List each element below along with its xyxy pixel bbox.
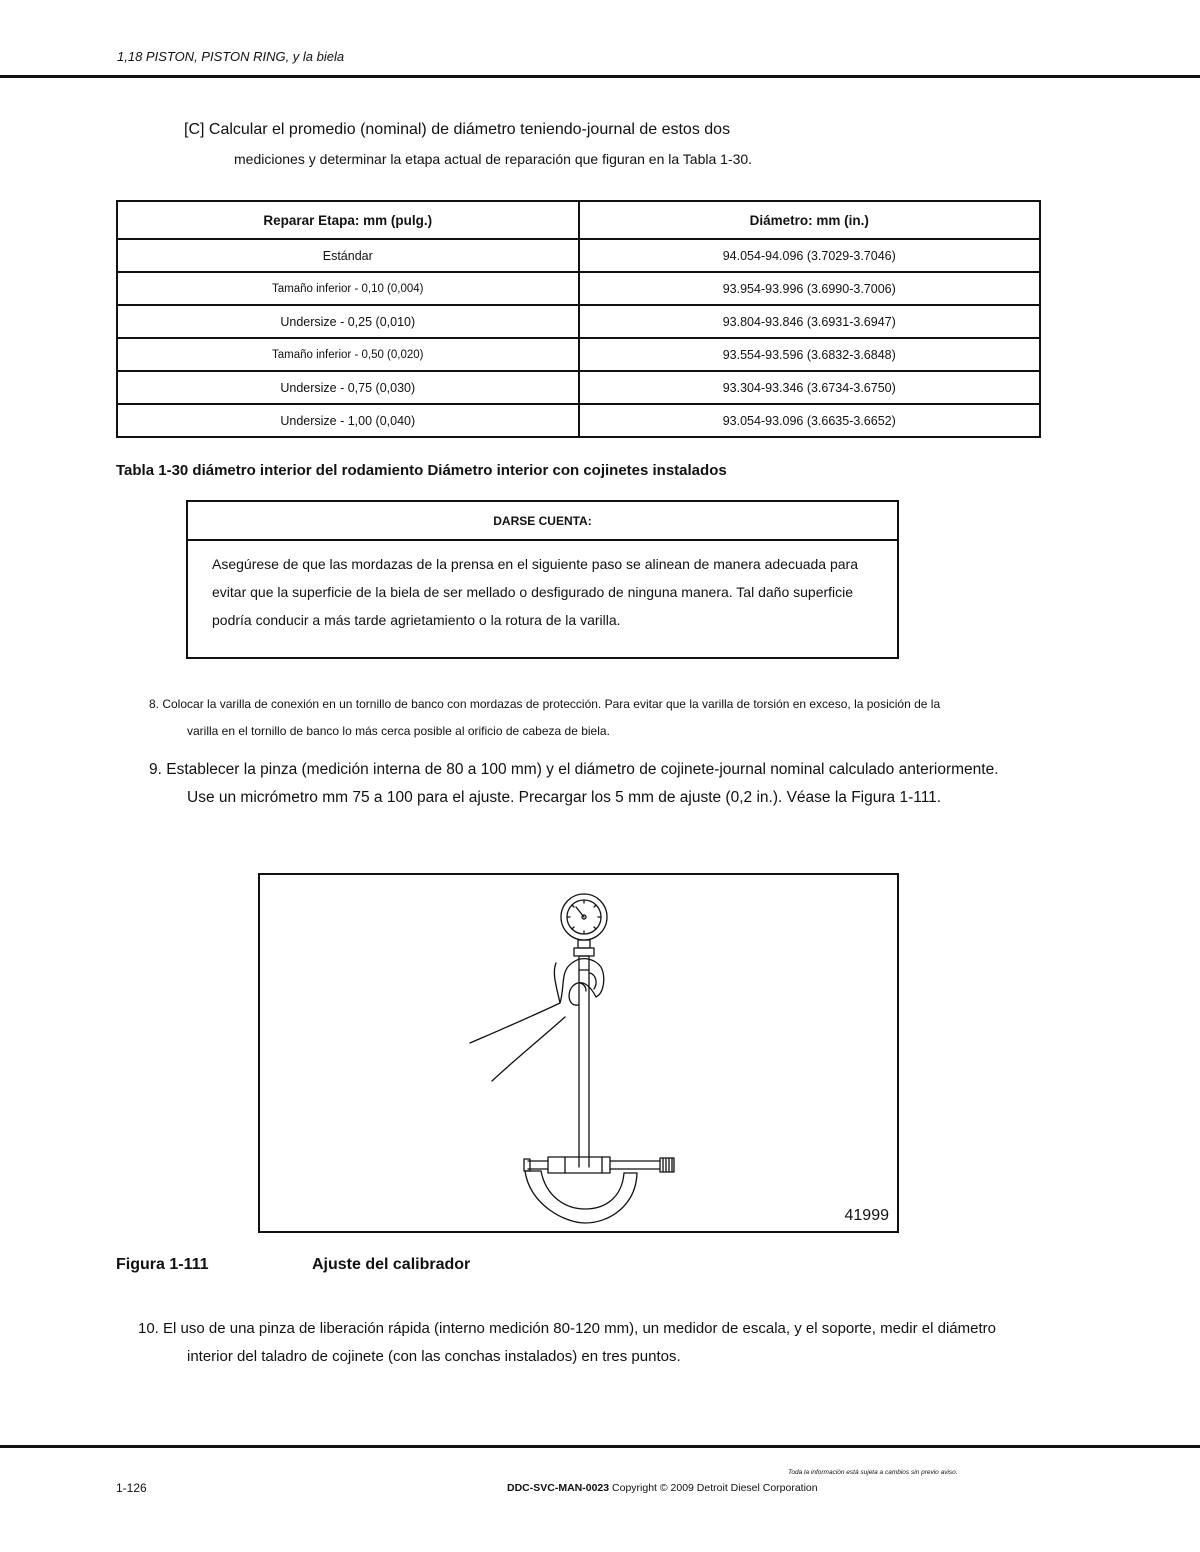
repair-stage-cell: Undersize - 0,75 (0,030) <box>117 371 579 404</box>
notice-line: evitar que la superficie de la biela de ser mellado o desfigurado de ninguna manera. Tal daño superficie <box>212 584 854 600</box>
dial-bore-gauge-illustration <box>260 875 897 1231</box>
column-header-diameter: Diámetro: mm (in.) <box>579 201 1041 239</box>
repair-stage-cell: Undersize - 1,00 (0,040) <box>117 404 579 437</box>
step-8-line-1: 8. Colocar la varilla de conexión en un tornillo de banco con mordazas de protección. Para evitar que la varilla de torsión en exceso, la posición de la <box>149 697 941 711</box>
notice-body <box>188 541 897 634</box>
column-header-repair-stage: Reparar Etapa: mm (pulg.) <box>117 201 579 239</box>
figure-number: 41999 <box>844 1207 889 1224</box>
table-row <box>117 239 1040 272</box>
diameter-cell: 93.054-93.096 (3.6635-3.6652) <box>579 404 1041 437</box>
step-9-line-1: 9. Establecer la pinza (medición interna de 80 a 100 mm) y el diámetro de cojinete-journal nominal calculado anteriormente. <box>149 761 999 778</box>
figure-title: Ajuste del calibrador <box>312 1256 471 1273</box>
step-9-line-2: Use un micrómetro mm 75 a 100 para el ajuste. Precargar los 5 mm de ajuste (0,2 in.). Véase la Figura 1-111. <box>187 789 942 806</box>
header-divider <box>0 75 1200 78</box>
table-row <box>117 305 1040 338</box>
step-10-line-1: 10. El uso de una pinza de liberación rápida (interno medición 80-120 mm), un medidor de escala, y el soporte, medir el diámetro <box>138 1320 996 1337</box>
footer-copyright-line <box>507 1482 818 1494</box>
diameter-cell: 93.554-93.596 (3.6832-3.6848) <box>579 338 1041 371</box>
figure-label: Figura 1-111 <box>116 1256 209 1273</box>
step-10-line-2: interior del taladro de cojinete (con las conchas instalados) en tres puntos. <box>187 1348 681 1365</box>
document-id: DDC-SVC-MAN-0023 <box>507 1482 610 1494</box>
figure-box <box>258 873 899 1233</box>
table-header-row <box>117 201 1040 239</box>
step-c-line-1: [C] Calcular el promedio (nominal) de diámetro teniendo-journal de estos dos <box>184 121 731 138</box>
repair-stage-cell: Undersize - 0,25 (0,010) <box>117 305 579 338</box>
footer-disclaimer: Toda la información está sujeta a cambios sin previo aviso. <box>788 1469 958 1476</box>
diameter-cell: 93.304-93.346 (3.6734-3.6750) <box>579 371 1041 404</box>
repair-stage-cell: Estándar <box>117 239 579 272</box>
table-row <box>117 404 1040 437</box>
notice-title: DARSE CUENTA: <box>188 502 897 541</box>
repair-stage-cell: Tamaño inferior - 0,10 (0,004) <box>117 272 579 305</box>
footer-divider <box>0 1445 1200 1448</box>
table-row <box>117 371 1040 404</box>
running-header: 1,18 PISTON, PISTON RING, y la biela <box>117 49 345 64</box>
table-row <box>117 272 1040 305</box>
table-row <box>117 338 1040 371</box>
notice-line: podría conducir a más tarde agrietamiento o la rotura de la varilla. <box>212 612 621 628</box>
notice-line: Asegúrese de que las mordazas de la prensa en el siguiente paso se alinean de manera adecuada para <box>212 556 858 572</box>
page-number: 1-126 <box>116 1481 147 1495</box>
table-caption: Tabla 1-30 diámetro interior del rodamiento Diámetro interior con cojinetes instalados <box>116 462 727 479</box>
step-c-line-2: mediciones y determinar la etapa actual de reparación que figuran en la Tabla 1-30. <box>234 151 753 167</box>
diameter-cell: 93.804-93.846 (3.6931-3.6947) <box>579 305 1041 338</box>
repair-stage-cell: Tamaño inferior - 0,50 (0,020) <box>117 338 579 371</box>
notice-box <box>186 500 899 659</box>
diameter-cell: 94.054-94.096 (3.7029-3.7046) <box>579 239 1041 272</box>
diameter-cell: 93.954-93.996 (3.6990-3.7006) <box>579 272 1041 305</box>
copyright-text: Copyright © 2009 Detroit Diesel Corporation <box>609 1482 818 1494</box>
step-8-line-2: varilla en el tornillo de banco lo más cerca posible al orificio de cabeza de biela. <box>187 724 610 738</box>
repair-stage-table <box>116 200 1041 438</box>
